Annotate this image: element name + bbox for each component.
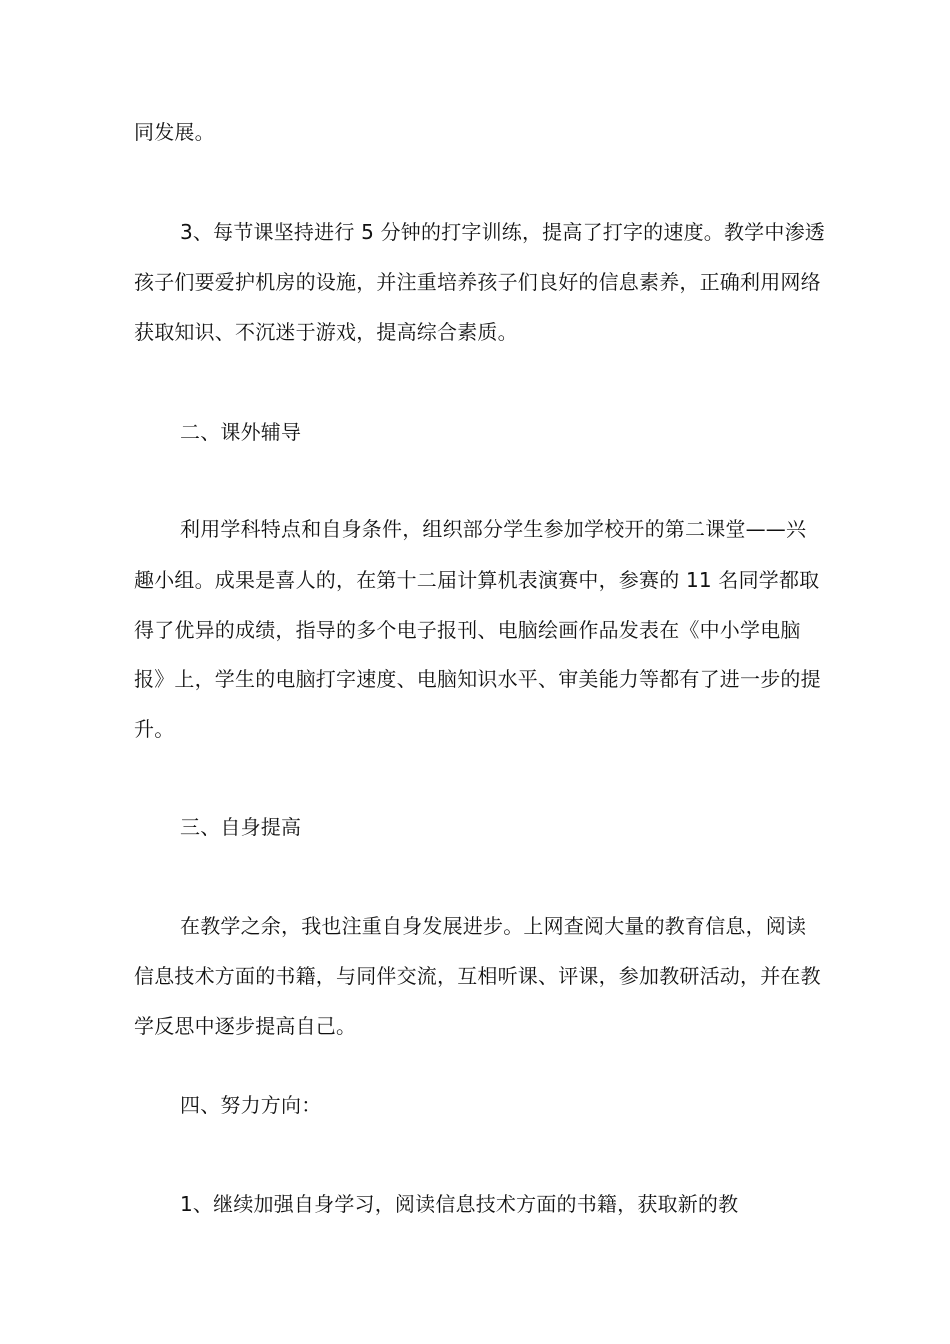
paragraph-line: 利用学科特点和自身条件，组织部分学生参加学校开的第二课堂——兴 bbox=[180, 517, 807, 541]
paragraph-line: 1、继续加强自身学习，阅读信息技术方面的书籍，获取新的教 bbox=[180, 1192, 739, 1216]
paragraph-line: 获取知识、不沉迷于游戏，提高综合素质。 bbox=[134, 320, 518, 344]
paragraph-line: 趣小组。成果是喜人的，在第十二届计算机表演赛中，参赛的 11 名同学都取 bbox=[134, 568, 820, 592]
paragraph-line: 报》上，学生的电脑打字速度、电脑知识水平、审美能力等都有了进一步的提 bbox=[134, 667, 821, 691]
paragraph-line: 同发展。 bbox=[134, 120, 215, 144]
paragraph-line: 信息技术方面的书籍，与同伴交流，互相听课、评课，参加教研活动，并在教 bbox=[134, 964, 821, 988]
paragraph-line: 3、每节课坚持进行 5 分钟的打字训练，提高了打字的速度。教学中渗透 bbox=[180, 220, 825, 244]
section-heading: 三、自身提高 bbox=[180, 815, 302, 839]
section-heading: 四、努力方向： bbox=[180, 1093, 322, 1117]
paragraph-line: 学反思中逐步提高自己。 bbox=[134, 1014, 357, 1038]
section-heading: 二、课外辅导 bbox=[180, 420, 302, 444]
paragraph-line: 得了优异的成绩，指导的多个电子报刊、电脑绘画作品发表在《中小学电脑 bbox=[134, 618, 801, 642]
paragraph-line: 在教学之余，我也注重自身发展进步。上网查阅大量的教育信息，阅读 bbox=[180, 914, 807, 938]
paragraph-line: 孩子们要爱护机房的设施，并注重培养孩子们良好的信息素养，正确利用网络 bbox=[134, 270, 821, 294]
paragraph-line: 升。 bbox=[134, 717, 175, 741]
